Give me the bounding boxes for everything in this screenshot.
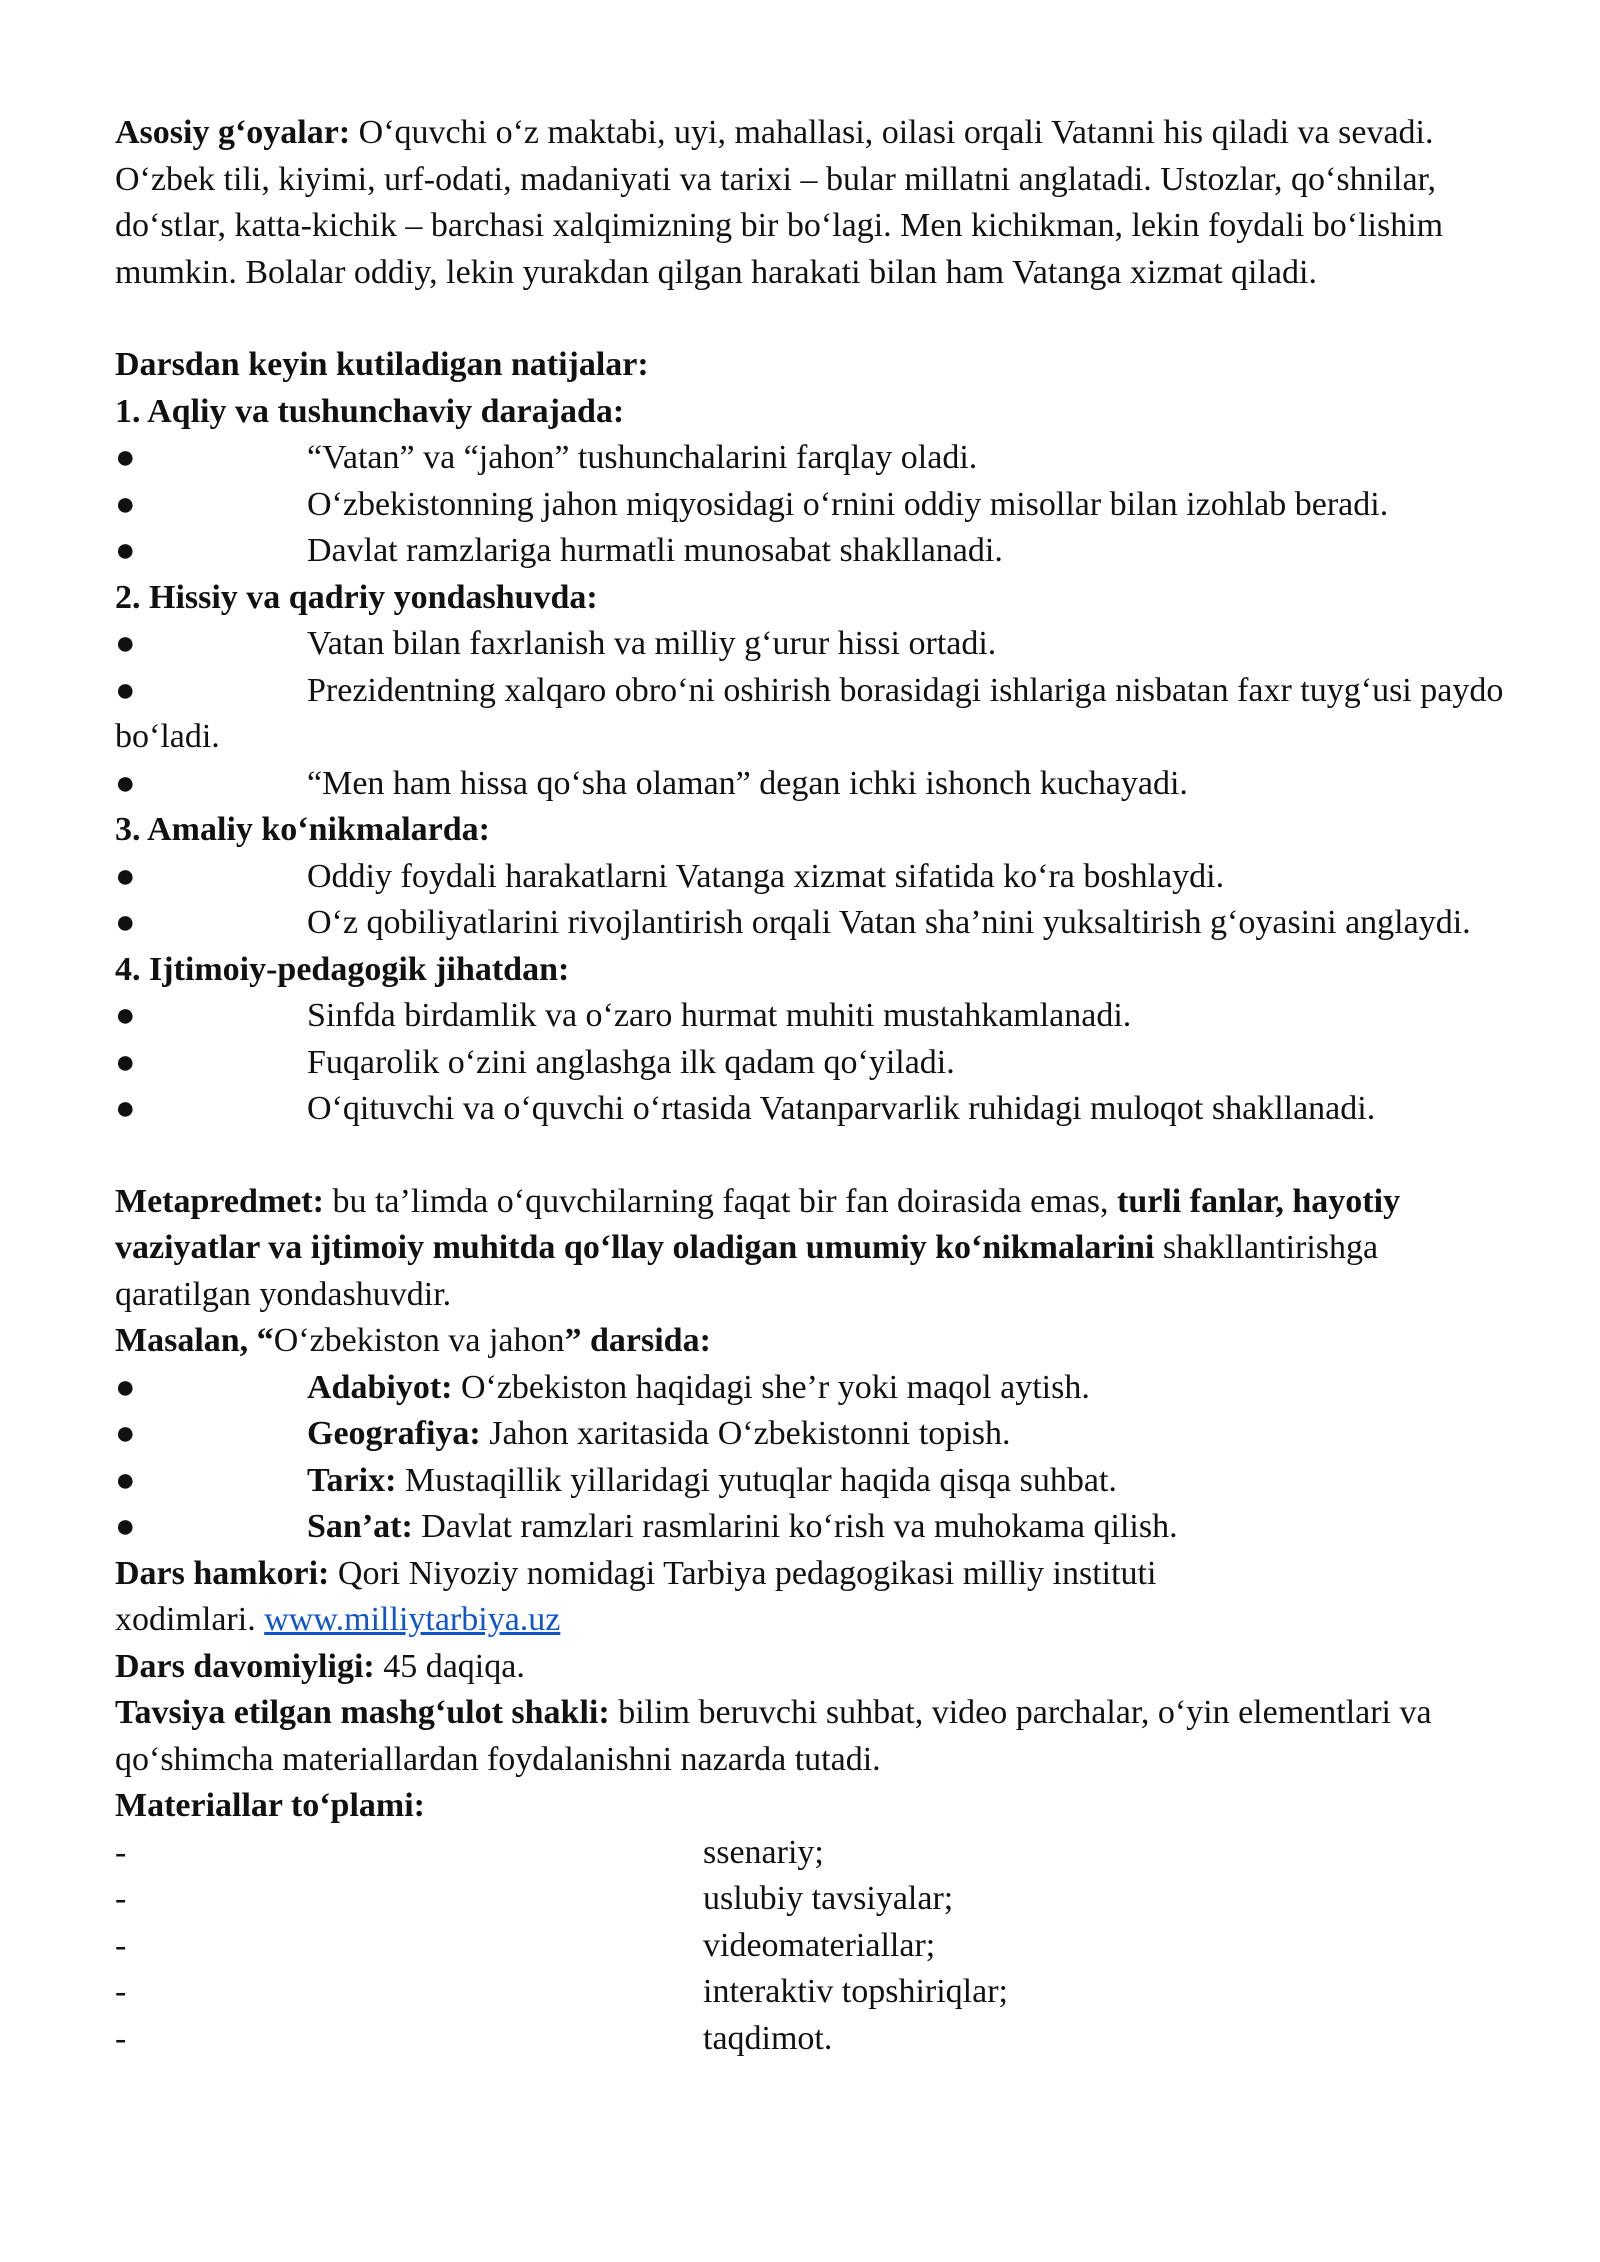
bullet-icon: ● — [115, 1043, 136, 1081]
bullet-text: O‘z qobiliyatlarini rivojlantirish orqali Vatan sha’nini yuksaltirish g‘oyasini anglaydi. — [307, 904, 1471, 941]
form-label: Tavsiya etilgan mashg‘ulot shakli: — [115, 1694, 610, 1731]
bullet-text: Oddiy foydali harakatlarni Vatanga xizmat sifatida ko‘ra boshlaydi. — [307, 857, 1225, 895]
results-section-heading-4: 4. Ijtimoiy-pedagogik jihatdan: — [115, 950, 570, 988]
bullet-item — [115, 993, 1510, 1040]
metapredmet-bold: turli fanlar, hayotiy vaziyatlar va ijtimoiy muhitda qo‘llay oladigan umumiy ko‘nikmalarini — [115, 1182, 1401, 1266]
results-section-heading-3: 3. Amaliy ko‘nikmalarda: — [115, 811, 490, 848]
example-heading: Masalan, “O‘zbekiston va jahon” darsida: — [115, 1322, 711, 1359]
bullet-text: “Vatan” va “jahon” tushunchalarini farqlay oladi. — [307, 439, 978, 476]
bullet-icon: ● — [115, 1461, 136, 1499]
materials-item — [115, 2016, 1510, 2063]
bullet-item — [115, 1086, 1510, 1133]
bullet-item — [115, 668, 1510, 761]
bullet-text: Davlat ramzlariga hurmatli munosabat shakllanadi. — [307, 532, 1003, 569]
bullet-item — [115, 1458, 1510, 1505]
materials-title: Materiallar to‘plami: — [115, 1787, 426, 1824]
results-section-heading-2: 2. Hissiy va qadriy yondashuvda: — [115, 578, 598, 616]
form-paragraph: Tavsiya etilgan mashg‘ulot shakli: bilim beruvchi suhbat, video parchalar, o‘yin elementlari va qo‘shimcha materiallardan foydalanishni nazarda tutadi. — [115, 1694, 1432, 1778]
bullet-icon: ● — [115, 1508, 136, 1545]
partner-paragraph: Dars hamkori: Qori Niyoziy nomidagi Tarbiya pedagogikasi milliy instituti xodimlari. www.milliytarbiya.uz — [115, 1554, 1157, 1638]
results-section-heading-1: 1. Aqliy va tushunchaviy darajada: — [115, 392, 625, 430]
dash-icon: - — [115, 1833, 127, 1871]
bullet-item — [115, 482, 1510, 529]
bullet-item — [115, 1365, 1510, 1412]
partner-label: Dars hamkori: — [115, 1554, 330, 1592]
intro-label: Asosiy g‘oyalar: — [115, 114, 351, 151]
bullet-text: Prezidentning xalqaro obro‘ni oshirish borasidagi ishlariga nisbatan faxr tuyg‘usi paydo bo‘ladi. — [115, 671, 1504, 755]
materials-item — [115, 1830, 1510, 1877]
spacer — [115, 296, 1510, 342]
bullet-text: Vatan bilan faxrlanish va milliy g‘urur hissi ortadi. — [307, 625, 997, 662]
bullet-icon: ● — [115, 439, 136, 476]
bullet-icon: ● — [115, 485, 136, 523]
bullet-text: Fuqarolik o‘zini anglashga ilk qadam qo‘yiladi. — [307, 1043, 955, 1081]
bullet-icon: ● — [115, 1415, 136, 1452]
bullet-icon: ● — [115, 1368, 136, 1406]
partner-link[interactable]: www.milliytarbiya.uz — [264, 1601, 561, 1638]
intro-text: O‘quvchi o‘z maktabi, uyi, mahallasi, oilasi orqali Vatanni his qiladi va sevadi. O‘zbek tili, kiyimi, urf-odati, madaniyati va tarixi – bular millatni anglatadi. Ustozlar, qo‘shnilar, do‘stlar, katta-kichik – barchasi xalqimizning bir bo‘lagi. Men kichikman, lekin foydali bo‘lishim mumkin. Bolalar oddiy, lekin yurakdan qilgan harakati bilan ham Vatanga xizmat qiladi. — [115, 114, 1444, 291]
bullet-icon: ● — [115, 671, 136, 709]
bullet-item — [115, 1504, 1510, 1551]
bullet-item — [115, 621, 1510, 668]
duration-label: Dars davomiyligi: — [115, 1647, 375, 1685]
bullet-text: Geografiya: Jahon xaritasida O‘zbekistonni topish. — [307, 1415, 1011, 1452]
bullet-icon: ● — [115, 997, 136, 1034]
bullet-text: O‘qituvchi va o‘quvchi o‘rtasida Vatanparvarlik ruhidagi muloqot shakllanadi. — [307, 1090, 1376, 1127]
bullet-icon: ● — [115, 1090, 136, 1127]
materials-item-text: interaktiv topshiriqlar; — [703, 1973, 1008, 2010]
bullet-icon: ● — [115, 764, 136, 802]
results-title: Darsdan keyin kutiladigan natijalar: — [115, 346, 649, 383]
materials-item-text: taqdimot. — [703, 2019, 833, 2057]
bullet-icon: ● — [115, 532, 136, 569]
bullet-item — [115, 528, 1510, 575]
bullet-icon: ● — [115, 904, 136, 941]
bullet-item — [115, 761, 1510, 808]
dash-icon: - — [115, 1880, 127, 1917]
materials-item — [115, 1969, 1510, 2016]
dash-icon: - — [115, 1973, 127, 2010]
bullet-text: Sinfda birdamlik va o‘zaro hurmat muhiti mustahkamlanadi. — [307, 997, 1132, 1034]
bullet-item — [115, 1411, 1510, 1458]
materials-item — [115, 1923, 1510, 1970]
bullet-item — [115, 854, 1510, 901]
duration-paragraph — [115, 1644, 1510, 1691]
bullet-item — [115, 1040, 1510, 1087]
metapredmet-paragraph: Metapredmet: bu ta’limda o‘quvchilarning faqat bir fan doirasida emas, turli fanlar, hayotiy vaziyatlar va ijtimoiy muhitda qo‘llay oladigan umumiy ko‘nikmalarini shakllantirishga qaratilgan yondashuvdir. — [115, 1182, 1401, 1313]
bullet-text: Tarix: Mustaqillik yillaridagi yutuqlar haqida qisqa suhbat. — [307, 1461, 1117, 1499]
materials-item — [115, 1876, 1510, 1923]
dash-icon: - — [115, 2019, 127, 2057]
duration-value: 45 daqiqa. — [374, 1647, 525, 1685]
dash-icon: - — [115, 1926, 127, 1964]
bullet-text: San’at: Davlat ramzlari rasmlarini ko‘rish va muhokama qilish. — [307, 1508, 1178, 1545]
materials-item-text: uslubiy tavsiyalar; — [703, 1880, 954, 1917]
metapredmet-label: Metapredmet: — [115, 1182, 324, 1220]
bullet-item — [115, 435, 1510, 482]
intro-paragraph — [115, 110, 1510, 296]
bullet-item — [115, 900, 1510, 947]
bullet-text: Adabiyot: O‘zbekiston haqidagi she’r yoki maqol aytish. — [307, 1368, 1090, 1406]
materials-item-text: ssenariy; — [703, 1833, 824, 1871]
spacer — [115, 1133, 1510, 1179]
materials-item-text: videomateriallar; — [703, 1926, 936, 1964]
bullet-icon: ● — [115, 625, 136, 662]
bullet-text: O‘zbekistonning jahon miqyosidagi o‘rnini oddiy misollar bilan izohlab beradi. — [307, 485, 1389, 523]
bullet-icon: ● — [115, 857, 136, 895]
bullet-text: “Men ham hissa qo‘sha olaman” degan ichki ishonch kuchayadi. — [307, 764, 1188, 802]
